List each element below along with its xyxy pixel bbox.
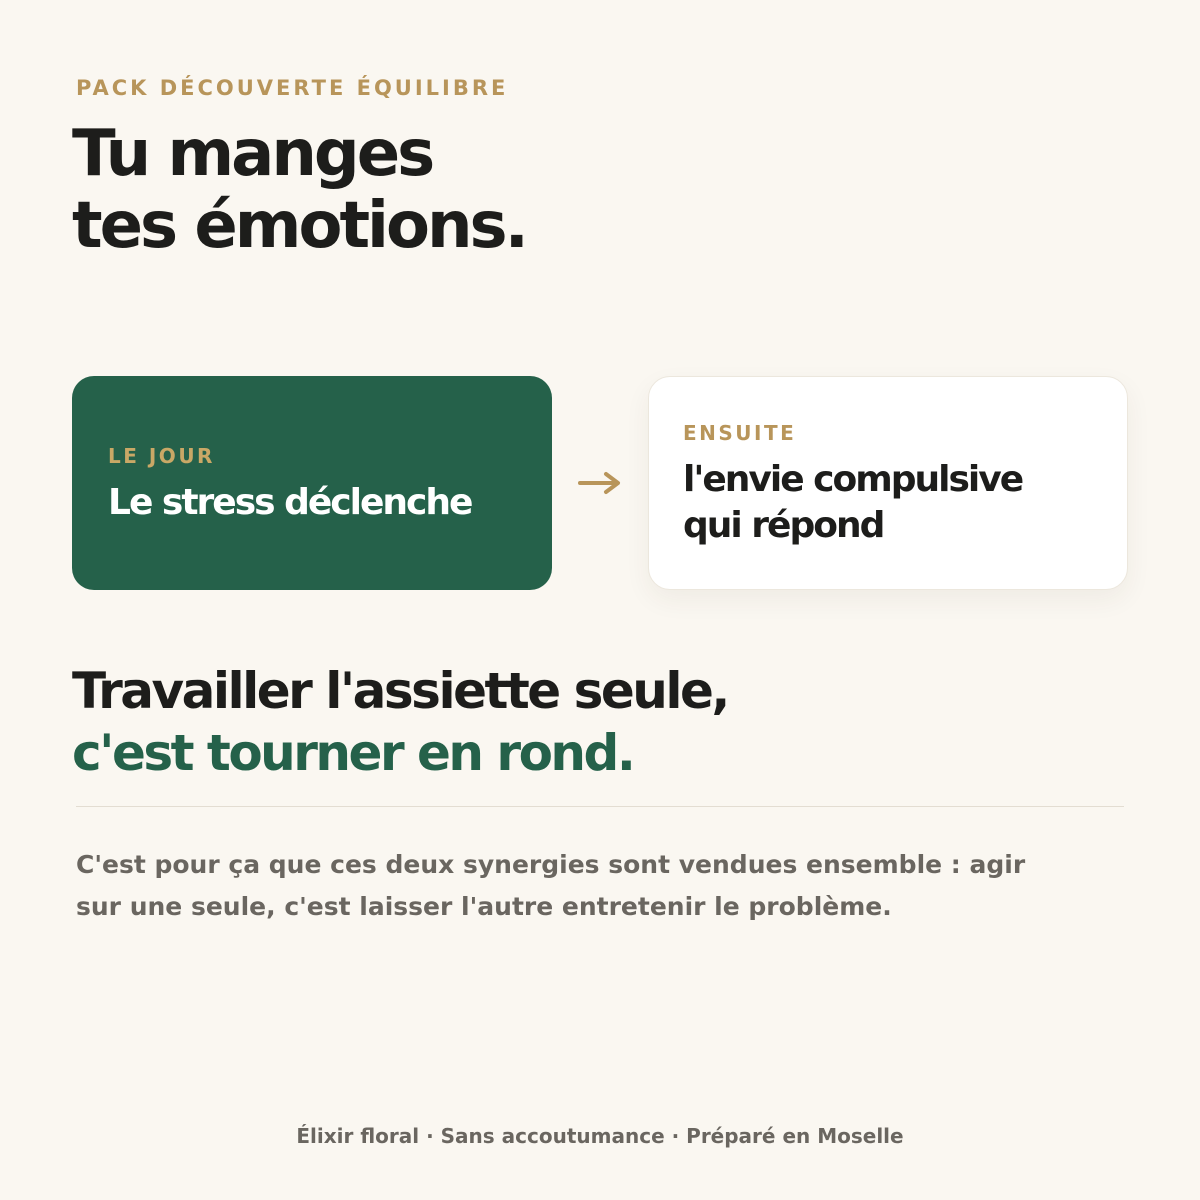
arrow-right-icon: [578, 466, 622, 500]
card-ensuite: [648, 376, 1128, 590]
statement-line-2: c'est tourner en rond.: [72, 724, 634, 782]
divider: [76, 806, 1124, 807]
headline-line-2: tes émotions.: [72, 189, 526, 263]
card-le-jour: [72, 376, 552, 590]
headline: [72, 118, 526, 262]
headline-line-1: Tu manges: [72, 117, 433, 191]
card-ensuite-title-line-2: qui répond: [683, 505, 884, 546]
card-ensuite-kicker: ENSUITE: [683, 421, 797, 445]
body-line-2: sur une seule, c'est laisser l'autre entretenir le problème.: [76, 892, 892, 921]
card-ensuite-title: [683, 457, 1127, 549]
body-line-1: C'est pour ça que ces deux synergies sont vendues ensemble : agir: [76, 850, 1026, 879]
eyebrow-label: PACK DÉCOUVERTE ÉQUILIBRE: [76, 76, 509, 100]
statement: [72, 660, 728, 784]
body-paragraph: [76, 844, 1025, 928]
footer-tagline: Élixir floral · Sans accoutumance · Préparé en Moselle: [296, 1124, 904, 1148]
card-ensuite-title-line-1: l'envie compulsive: [683, 459, 1023, 500]
card-le-jour-title: Le stress déclenche: [108, 482, 472, 523]
card-le-jour-kicker: LE JOUR: [108, 444, 215, 468]
statement-line-1: Travailler l'assiette seule,: [72, 662, 728, 720]
